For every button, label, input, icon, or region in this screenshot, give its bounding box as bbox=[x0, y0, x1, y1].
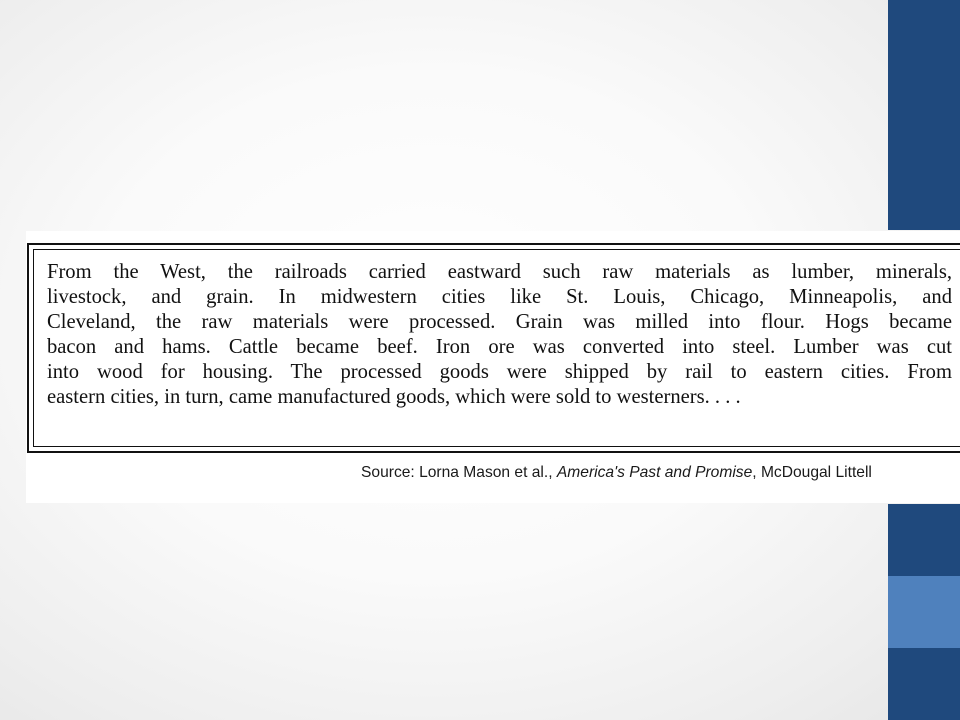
decorative-bar-middle bbox=[888, 504, 960, 576]
quote-line: livestock, and grain. In midwestern cities like St. Louis, Chicago, Minneapolis, and bbox=[47, 286, 952, 308]
quote-line: Cleveland, the raw materials were processed. Grain was milled into flour. Hogs became bbox=[47, 311, 952, 333]
source-book-title: America's Past and Promise bbox=[556, 464, 753, 481]
quote-line: bacon and hams. Cattle became beef. Iron ore was converted into steel. Lumber was cut bbox=[47, 336, 952, 358]
decorative-bar-light bbox=[888, 576, 960, 648]
quote-box bbox=[27, 243, 960, 453]
decorative-bar-top bbox=[888, 0, 960, 230]
quote-line: From the West, the railroads carried eastward such raw materials as lumber, minerals, bbox=[47, 261, 952, 283]
quote-text bbox=[47, 260, 952, 410]
decorative-bar-bottom bbox=[888, 648, 960, 720]
quote-line: eastern cities, in turn, came manufactured goods, which were sold to westerners. . . . bbox=[47, 386, 741, 408]
source-prefix: Source: Lorna Mason et al., bbox=[361, 464, 557, 481]
source-citation bbox=[361, 464, 960, 482]
quote-line: into wood for housing. The processed goods were shipped by rail to eastern cities. From bbox=[47, 361, 952, 383]
source-suffix: , McDougal Littell bbox=[752, 464, 872, 481]
